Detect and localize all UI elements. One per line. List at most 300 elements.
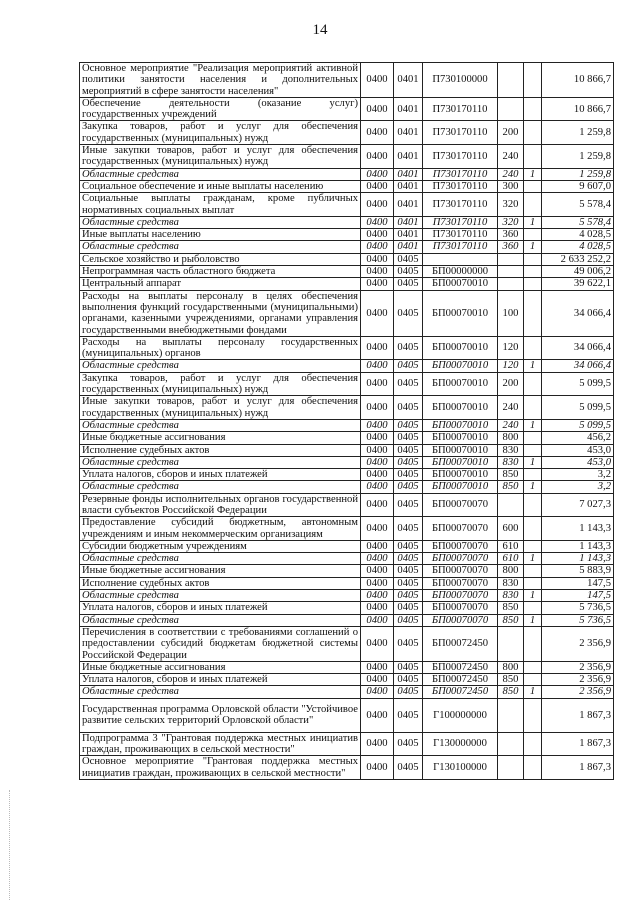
- row-name-cell: Субсидии бюджетным учреждениям: [80, 540, 361, 552]
- section-code-cell: 0400: [361, 97, 394, 121]
- amount-cell: 1 259,8: [542, 121, 614, 145]
- target-article-cell: БП00070010: [423, 481, 498, 493]
- expense-type-cell: 610: [498, 553, 524, 565]
- row-name-cell: Иные бюджетные ассигнования: [80, 565, 361, 577]
- section-code-cell: 0400: [361, 602, 394, 614]
- subsection-code-cell: 0405: [394, 419, 423, 431]
- section-code-cell: 0400: [361, 674, 394, 686]
- table-row: [80, 396, 614, 420]
- table-row: [80, 469, 614, 481]
- section-code-cell: 0400: [361, 614, 394, 626]
- funding-source-cell: [524, 97, 542, 121]
- section-code-cell: 0400: [361, 253, 394, 265]
- funding-source-cell: [524, 180, 542, 192]
- subsection-code-cell: 0401: [394, 180, 423, 192]
- table-row: [80, 278, 614, 290]
- subsection-code-cell: 0405: [394, 577, 423, 589]
- amount-cell: 4 028,5: [542, 229, 614, 241]
- section-code-cell: 0400: [361, 396, 394, 420]
- target-article-cell: БП00070070: [423, 517, 498, 541]
- table-row: [80, 686, 614, 698]
- expense-type-cell: 360: [498, 241, 524, 253]
- funding-source-cell: [524, 517, 542, 541]
- funding-source-cell: [524, 396, 542, 420]
- expense-type-cell: 120: [498, 360, 524, 372]
- subsection-code-cell: 0401: [394, 145, 423, 169]
- table-row: [80, 517, 614, 541]
- amount-cell: 2 356,9: [542, 626, 614, 661]
- subsection-code-cell: 0401: [394, 241, 423, 253]
- amount-cell: 39 622,1: [542, 278, 614, 290]
- table-row: [80, 456, 614, 468]
- section-code-cell: 0400: [361, 290, 394, 336]
- target-article-cell: БП00070070: [423, 602, 498, 614]
- expense-type-cell: 830: [498, 590, 524, 602]
- row-name-cell: Центральный аппарат: [80, 278, 361, 290]
- table-row: [80, 577, 614, 589]
- amount-cell: 5 578,4: [542, 216, 614, 228]
- funding-source-cell: [524, 732, 542, 756]
- expense-type-cell: 800: [498, 661, 524, 673]
- subsection-code-cell: 0405: [394, 565, 423, 577]
- amount-cell: 1 259,8: [542, 168, 614, 180]
- section-code-cell: 0400: [361, 229, 394, 241]
- expense-type-cell: [498, 266, 524, 278]
- expense-type-cell: 830: [498, 577, 524, 589]
- expense-type-cell: 320: [498, 216, 524, 228]
- section-code-cell: 0400: [361, 216, 394, 228]
- section-code-cell: 0400: [361, 686, 394, 698]
- funding-source-cell: [524, 372, 542, 396]
- funding-source-cell: [524, 698, 542, 732]
- expense-type-cell: 800: [498, 565, 524, 577]
- table-row: [80, 553, 614, 565]
- section-code-cell: 0400: [361, 493, 394, 517]
- section-code-cell: 0400: [361, 732, 394, 756]
- table-row: [80, 614, 614, 626]
- row-name-cell: Иные закупки товаров, работ и услуг для обеспечения государственных (муниципальных) нужд: [80, 396, 361, 420]
- funding-source-cell: [524, 229, 542, 241]
- expense-type-cell: 100: [498, 290, 524, 336]
- target-article-cell: П730170110: [423, 241, 498, 253]
- subsection-code-cell: 0405: [394, 686, 423, 698]
- target-article-cell: П730170110: [423, 145, 498, 169]
- section-code-cell: 0400: [361, 698, 394, 732]
- row-name-cell: Областные средства: [80, 360, 361, 372]
- table-row: [80, 121, 614, 145]
- row-name-cell: Уплата налогов, сборов и иных платежей: [80, 674, 361, 686]
- subsection-code-cell: 0401: [394, 216, 423, 228]
- row-name-cell: Сельское хозяйство и рыболовство: [80, 253, 361, 265]
- row-name-cell: Основное мероприятие "Грантовая поддержка местных инициатив граждан, проживающих в сельской местности": [80, 756, 361, 780]
- subsection-code-cell: 0405: [394, 278, 423, 290]
- section-code-cell: 0400: [361, 121, 394, 145]
- row-name-cell: Основное мероприятие "Реализация мероприятий активной политики занятости населения и дополнительных мероприятий в сфере занятости населения": [80, 63, 361, 98]
- target-article-cell: БП00070070: [423, 590, 498, 602]
- funding-source-cell: 1: [524, 168, 542, 180]
- section-code-cell: 0400: [361, 180, 394, 192]
- row-name-cell: Закупка товаров, работ и услуг для обеспечения государственных (муниципальных) нужд: [80, 121, 361, 145]
- subsection-code-cell: 0401: [394, 193, 423, 217]
- funding-source-cell: [524, 540, 542, 552]
- target-article-cell: БП00070070: [423, 540, 498, 552]
- section-code-cell: 0400: [361, 456, 394, 468]
- table-row: [80, 229, 614, 241]
- amount-cell: 5 883,9: [542, 565, 614, 577]
- amount-cell: 2 356,9: [542, 686, 614, 698]
- subsection-code-cell: 0405: [394, 432, 423, 444]
- section-code-cell: 0400: [361, 469, 394, 481]
- section-code-cell: 0400: [361, 661, 394, 673]
- expense-type-cell: 830: [498, 456, 524, 468]
- expense-type-cell: 850: [498, 614, 524, 626]
- target-article-cell: Г130000000: [423, 732, 498, 756]
- section-code-cell: 0400: [361, 145, 394, 169]
- section-code-cell: 0400: [361, 626, 394, 661]
- row-name-cell: Предоставление субсидий бюджетным, автономным учреждениям и иным некоммерческим организациям: [80, 517, 361, 541]
- funding-source-cell: [524, 266, 542, 278]
- section-code-cell: 0400: [361, 241, 394, 253]
- amount-cell: 5 099,5: [542, 419, 614, 431]
- table-row: [80, 493, 614, 517]
- row-name-cell: Расходы на выплаты персоналу государственных (муниципальных) органов: [80, 336, 361, 360]
- table-row: [80, 602, 614, 614]
- amount-cell: 1 143,3: [542, 540, 614, 552]
- funding-source-cell: [524, 577, 542, 589]
- row-name-cell: Иные бюджетные ассигнования: [80, 432, 361, 444]
- section-code-cell: 0400: [361, 372, 394, 396]
- target-article-cell: БП00070010: [423, 456, 498, 468]
- table-row: [80, 145, 614, 169]
- expense-type-cell: 120: [498, 336, 524, 360]
- section-code-cell: 0400: [361, 517, 394, 541]
- expense-type-cell: [498, 253, 524, 265]
- expense-type-cell: 200: [498, 121, 524, 145]
- amount-cell: 34 066,4: [542, 360, 614, 372]
- expense-type-cell: 360: [498, 229, 524, 241]
- amount-cell: 2 356,9: [542, 674, 614, 686]
- funding-source-cell: [524, 661, 542, 673]
- table-row: [80, 756, 614, 780]
- target-article-cell: БП00072450: [423, 674, 498, 686]
- target-article-cell: БП00070010: [423, 290, 498, 336]
- expense-type-cell: [498, 97, 524, 121]
- funding-source-cell: 1: [524, 241, 542, 253]
- section-code-cell: 0400: [361, 481, 394, 493]
- row-name-cell: Иные бюджетные ассигнования: [80, 661, 361, 673]
- funding-source-cell: [524, 432, 542, 444]
- funding-source-cell: 1: [524, 360, 542, 372]
- section-code-cell: 0400: [361, 756, 394, 780]
- target-article-cell: Г100000000: [423, 698, 498, 732]
- subsection-code-cell: 0401: [394, 121, 423, 145]
- expense-type-cell: [498, 732, 524, 756]
- expense-type-cell: 240: [498, 396, 524, 420]
- amount-cell: 34 066,4: [542, 336, 614, 360]
- expense-type-cell: 830: [498, 444, 524, 456]
- margin-mark: [9, 790, 12, 900]
- funding-source-cell: [524, 336, 542, 360]
- table-row: [80, 540, 614, 552]
- section-code-cell: 0400: [361, 565, 394, 577]
- amount-cell: 2 633 252,2: [542, 253, 614, 265]
- funding-source-cell: 1: [524, 419, 542, 431]
- expense-type-cell: [498, 63, 524, 98]
- subsection-code-cell: 0405: [394, 540, 423, 552]
- expense-type-cell: [498, 278, 524, 290]
- subsection-code-cell: 0405: [394, 360, 423, 372]
- target-article-cell: П730170110: [423, 216, 498, 228]
- expense-type-cell: [498, 698, 524, 732]
- expense-type-cell: [498, 493, 524, 517]
- table-row: [80, 444, 614, 456]
- funding-source-cell: 1: [524, 216, 542, 228]
- funding-source-cell: [524, 290, 542, 336]
- section-code-cell: 0400: [361, 419, 394, 431]
- funding-source-cell: [524, 493, 542, 517]
- row-name-cell: Областные средства: [80, 686, 361, 698]
- funding-source-cell: [524, 565, 542, 577]
- subsection-code-cell: 0405: [394, 517, 423, 541]
- funding-source-cell: 1: [524, 614, 542, 626]
- funding-source-cell: 1: [524, 456, 542, 468]
- expense-type-cell: 320: [498, 193, 524, 217]
- row-name-cell: Областные средства: [80, 590, 361, 602]
- expense-type-cell: [498, 626, 524, 661]
- target-article-cell: П730170110: [423, 121, 498, 145]
- target-article-cell: БП00072450: [423, 661, 498, 673]
- row-name-cell: Подпрограмма 3 "Грантовая поддержка местных инициатив граждан, проживающих в сельской местности": [80, 732, 361, 756]
- row-name-cell: Уплата налогов, сборов и иных платежей: [80, 602, 361, 614]
- subsection-code-cell: 0405: [394, 493, 423, 517]
- table-row: [80, 419, 614, 431]
- expense-type-cell: 850: [498, 686, 524, 698]
- expense-type-cell: 200: [498, 372, 524, 396]
- section-code-cell: 0400: [361, 168, 394, 180]
- target-article-cell: БП00070070: [423, 577, 498, 589]
- row-name-cell: Областные средства: [80, 481, 361, 493]
- table-row: [80, 266, 614, 278]
- expense-type-cell: 600: [498, 517, 524, 541]
- target-article-cell: БП00070010: [423, 469, 498, 481]
- amount-cell: 1 867,3: [542, 732, 614, 756]
- amount-cell: 456,2: [542, 432, 614, 444]
- target-article-cell: БП00070010: [423, 444, 498, 456]
- subsection-code-cell: 0405: [394, 290, 423, 336]
- section-code-cell: 0400: [361, 278, 394, 290]
- row-name-cell: Областные средства: [80, 419, 361, 431]
- subsection-code-cell: 0401: [394, 229, 423, 241]
- amount-cell: 5 099,5: [542, 372, 614, 396]
- section-code-cell: 0400: [361, 577, 394, 589]
- funding-source-cell: [524, 193, 542, 217]
- subsection-code-cell: 0405: [394, 266, 423, 278]
- expense-type-cell: 850: [498, 481, 524, 493]
- target-article-cell: БП00070070: [423, 565, 498, 577]
- subsection-code-cell: 0405: [394, 372, 423, 396]
- amount-cell: 1 259,8: [542, 145, 614, 169]
- table-row: [80, 590, 614, 602]
- expense-type-cell: 610: [498, 540, 524, 552]
- table-row: [80, 565, 614, 577]
- expense-type-cell: 240: [498, 145, 524, 169]
- budget-table-body: [80, 63, 614, 780]
- row-name-cell: Областные средства: [80, 614, 361, 626]
- table-row: [80, 193, 614, 217]
- subsection-code-cell: 0405: [394, 469, 423, 481]
- subsection-code-cell: 0405: [394, 456, 423, 468]
- row-name-cell: Областные средства: [80, 553, 361, 565]
- table-row: [80, 372, 614, 396]
- subsection-code-cell: 0405: [394, 590, 423, 602]
- target-article-cell: П730170110: [423, 97, 498, 121]
- expense-type-cell: [498, 756, 524, 780]
- amount-cell: 10 866,7: [542, 97, 614, 121]
- funding-source-cell: 1: [524, 686, 542, 698]
- target-article-cell: БП00070010: [423, 360, 498, 372]
- table-row: [80, 216, 614, 228]
- row-name-cell: Областные средства: [80, 168, 361, 180]
- row-name-cell: Областные средства: [80, 456, 361, 468]
- funding-source-cell: [524, 602, 542, 614]
- row-name-cell: Обеспечение деятельности (оказание услуг) государственных учреждений: [80, 97, 361, 121]
- funding-source-cell: 1: [524, 590, 542, 602]
- section-code-cell: 0400: [361, 540, 394, 552]
- amount-cell: 5 736,5: [542, 614, 614, 626]
- target-article-cell: П730170110: [423, 180, 498, 192]
- amount-cell: 3,2: [542, 481, 614, 493]
- section-code-cell: 0400: [361, 360, 394, 372]
- target-article-cell: БП00070010: [423, 336, 498, 360]
- subsection-code-cell: 0405: [394, 661, 423, 673]
- amount-cell: 10 866,7: [542, 63, 614, 98]
- section-code-cell: 0400: [361, 553, 394, 565]
- table-row: [80, 360, 614, 372]
- target-article-cell: БП00070010: [423, 419, 498, 431]
- funding-source-cell: 1: [524, 553, 542, 565]
- subsection-code-cell: 0405: [394, 756, 423, 780]
- amount-cell: 7 027,3: [542, 493, 614, 517]
- budget-table: [79, 62, 614, 780]
- subsection-code-cell: 0405: [394, 553, 423, 565]
- amount-cell: 147,5: [542, 590, 614, 602]
- target-article-cell: П730170110: [423, 229, 498, 241]
- subsection-code-cell: 0405: [394, 602, 423, 614]
- section-code-cell: 0400: [361, 193, 394, 217]
- table-row: [80, 481, 614, 493]
- amount-cell: 453,0: [542, 444, 614, 456]
- funding-source-cell: [524, 121, 542, 145]
- amount-cell: 147,5: [542, 577, 614, 589]
- amount-cell: 5 099,5: [542, 396, 614, 420]
- expense-type-cell: 850: [498, 469, 524, 481]
- table-row: [80, 432, 614, 444]
- subsection-code-cell: 0405: [394, 336, 423, 360]
- expense-type-cell: 850: [498, 602, 524, 614]
- amount-cell: 453,0: [542, 456, 614, 468]
- amount-cell: 1 143,3: [542, 517, 614, 541]
- row-name-cell: Резервные фонды исполнительных органов государственной власти субъектов Российской Федерации: [80, 493, 361, 517]
- target-article-cell: П730100000: [423, 63, 498, 98]
- target-article-cell: БП00070070: [423, 493, 498, 517]
- funding-source-cell: [524, 756, 542, 780]
- subsection-code-cell: 0405: [394, 396, 423, 420]
- row-name-cell: Расходы на выплаты персоналу в целях обеспечения выполнения функций государственными (муниципальными) органами, казенными учреждениями, органами управления государственными внебюджетными фондами: [80, 290, 361, 336]
- amount-cell: 34 066,4: [542, 290, 614, 336]
- row-name-cell: Иные закупки товаров, работ и услуг для обеспечения государственных (муниципальных) нужд: [80, 145, 361, 169]
- section-code-cell: 0400: [361, 590, 394, 602]
- subsection-code-cell: 0405: [394, 253, 423, 265]
- target-article-cell: П730170110: [423, 193, 498, 217]
- amount-cell: 5 736,5: [542, 602, 614, 614]
- row-name-cell: Исполнение судебных актов: [80, 444, 361, 456]
- subsection-code-cell: 0405: [394, 481, 423, 493]
- table-row: [80, 336, 614, 360]
- row-name-cell: Перечисления в соответствии с требованиями соглашений о предоставлении субсидий бюджетам бюджетной системы Российской Федерации: [80, 626, 361, 661]
- row-name-cell: Непрограммная часть областного бюджета: [80, 266, 361, 278]
- target-article-cell: БП00000000: [423, 266, 498, 278]
- funding-source-cell: [524, 626, 542, 661]
- subsection-code-cell: 0405: [394, 674, 423, 686]
- subsection-code-cell: 0401: [394, 168, 423, 180]
- subsection-code-cell: 0405: [394, 732, 423, 756]
- amount-cell: 4 028,5: [542, 241, 614, 253]
- subsection-code-cell: 0401: [394, 97, 423, 121]
- funding-source-cell: [524, 444, 542, 456]
- row-name-cell: Областные средства: [80, 241, 361, 253]
- funding-source-cell: [524, 674, 542, 686]
- amount-cell: 9 607,0: [542, 180, 614, 192]
- amount-cell: 1 867,3: [542, 756, 614, 780]
- funding-source-cell: [524, 253, 542, 265]
- target-article-cell: БП00070010: [423, 396, 498, 420]
- row-name-cell: Уплата налогов, сборов и иных платежей: [80, 469, 361, 481]
- target-article-cell: БП00070070: [423, 614, 498, 626]
- table-row: [80, 290, 614, 336]
- row-name-cell: Иные выплаты населению: [80, 229, 361, 241]
- expense-type-cell: 240: [498, 168, 524, 180]
- amount-cell: 2 356,9: [542, 661, 614, 673]
- target-article-cell: БП00070010: [423, 372, 498, 396]
- section-code-cell: 0400: [361, 266, 394, 278]
- amount-cell: 5 578,4: [542, 193, 614, 217]
- table-row: [80, 180, 614, 192]
- row-name-cell: Областные средства: [80, 216, 361, 228]
- subsection-code-cell: 0405: [394, 626, 423, 661]
- table-row: [80, 253, 614, 265]
- row-name-cell: Государственная программа Орловской области "Устойчивое развитие сельских территорий Орловской области": [80, 698, 361, 732]
- target-article-cell: БП00072450: [423, 626, 498, 661]
- subsection-code-cell: 0401: [394, 63, 423, 98]
- table-row: [80, 63, 614, 98]
- subsection-code-cell: 0405: [394, 698, 423, 732]
- target-article-cell: БП00070070: [423, 553, 498, 565]
- expense-type-cell: 850: [498, 674, 524, 686]
- section-code-cell: 0400: [361, 63, 394, 98]
- table-row: [80, 241, 614, 253]
- row-name-cell: Закупка товаров, работ и услуг для обеспечения государственных (муниципальных) нужд: [80, 372, 361, 396]
- target-article-cell: Г130100000: [423, 756, 498, 780]
- funding-source-cell: [524, 278, 542, 290]
- table-row: [80, 732, 614, 756]
- row-name-cell: Исполнение судебных актов: [80, 577, 361, 589]
- target-article-cell: П730170110: [423, 168, 498, 180]
- funding-source-cell: [524, 63, 542, 98]
- amount-cell: 3,2: [542, 469, 614, 481]
- row-name-cell: Социальное обеспечение и иные выплаты населению: [80, 180, 361, 192]
- target-article-cell: БП00072450: [423, 686, 498, 698]
- table-row: [80, 661, 614, 673]
